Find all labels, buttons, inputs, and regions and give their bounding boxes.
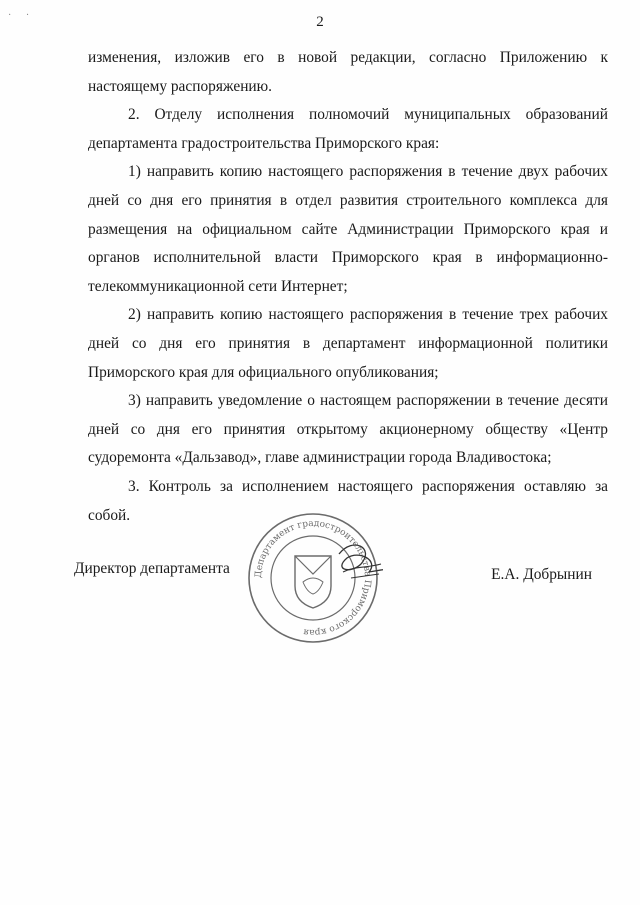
signer-title: Директор департамента: [74, 560, 230, 577]
document-body: [88, 44, 608, 530]
signer-name: Е.А. Добрынин: [491, 566, 592, 583]
paragraph-continuation: изменения, изложив его в новой редакции, согласно Приложению к настоящему распоряжению.: [88, 49, 608, 95]
paragraph-subitem-1: 1) направить копию настоящего распоряжения в течение двух рабочих дней со дня его принятия в отдел развития строительного комплекса для размещения на официальном сайте Администрации Приморского края и органов исполнительной власти Приморского края в информационно-телекоммуникационной сети Интернет;: [88, 163, 608, 295]
seal-ring-text: Департамент градостроительства Приморского края: [253, 518, 373, 638]
official-seal-icon: [243, 508, 383, 648]
paragraph-subitem-2: 2) направить копию настоящего распоряжения в течение трех рабочих дней со дня его принятия в департамент информационной политики Приморского края для официального опубликования;: [88, 306, 608, 381]
paragraph-subitem-3: 3) направить уведомление о настоящем распоряжении в течение десяти дней со дня его принятия открытому акционерному обществу «Центр судоремонта «Дальзавод», главе администрации города Владивостока;: [88, 392, 608, 467]
page-number: 2: [316, 14, 324, 30]
paragraph-item-2: 2. Отделу исполнения полномочий муниципальных образований департамента градостроительства Приморского края:: [88, 106, 608, 152]
paragraph-item-3: 3. Контроль за исполнением настоящего распоряжения оставляю за собой.: [88, 477, 608, 524]
scan-artifact: · ·: [8, 10, 36, 21]
